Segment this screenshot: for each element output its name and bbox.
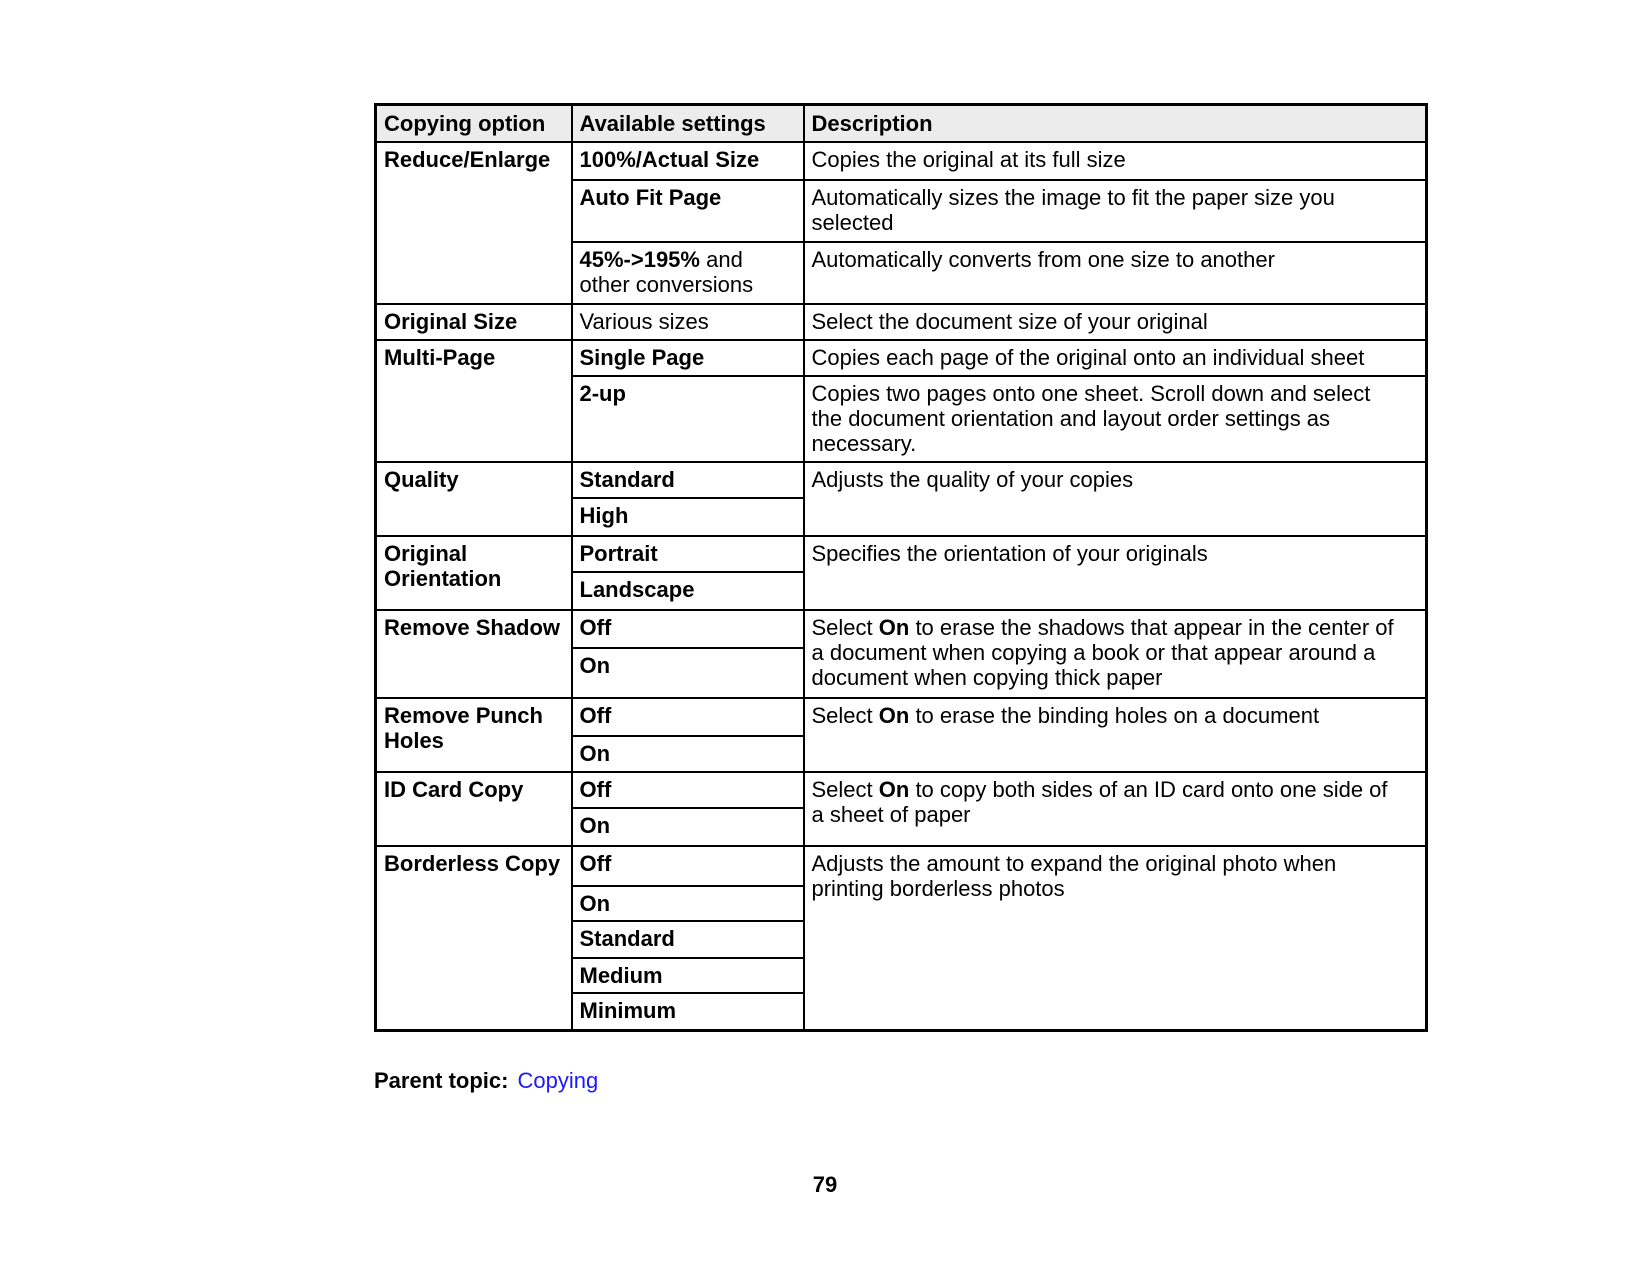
parent-topic [374,1068,598,1094]
description-cell: Automatically converts from one size to another [804,242,1427,304]
table-row [376,462,1427,498]
table-row [376,772,1427,808]
setting-cell: Single Page [572,340,804,376]
setting-cell: High [572,498,804,536]
setting-cell: Standard [572,921,804,958]
setting-cell: On [572,736,804,772]
description-cell: Adjusts the amount to expand the original photo when printing borderless photos [804,846,1427,1031]
description-cell: Select On to copy both sides of an ID card onto one side of a sheet of paper [804,772,1427,846]
copying-options-table [374,103,1428,1032]
table-row [376,304,1427,340]
column-header-copying-option: Copying option [376,105,572,142]
option-cell-remove-shadow: Remove Shadow [376,610,572,698]
description-cell: Adjusts the quality of your copies [804,462,1427,536]
description-cell: Select On to erase the shadows that appear in the center of a document when copying a book or that appear around a document when copying thick paper [804,610,1427,698]
setting-cell: Off [572,610,804,648]
setting-cell: Minimum [572,993,804,1031]
description-cell: Select On to erase the binding holes on a document [804,698,1427,772]
option-cell-borderless-copy: Borderless Copy [376,846,572,1031]
setting-cell: Auto Fit Page [572,180,804,242]
setting-cell: Off [572,846,804,886]
description-cell: Copies the original at its full size [804,142,1427,180]
column-header-description: Description [804,105,1427,142]
table-row [376,142,1427,180]
description-cell: Automatically sizes the image to fit the paper size you selected [804,180,1427,242]
parent-topic-copying-link[interactable]: Copying [517,1068,599,1093]
option-cell-original-size: Original Size [376,304,572,340]
description-cell: Select the document size of your original [804,304,1427,340]
setting-cell: Off [572,698,804,736]
setting-cell: 45%->195% and other conversions [572,242,804,304]
setting-cell: Various sizes [572,304,804,340]
description-cell: Copies two pages onto one sheet. Scroll down and select the document orientation and layout order settings as necessary. [804,376,1427,462]
table-header-row [376,105,1427,142]
option-cell-quality: Quality [376,462,572,536]
setting-cell: On [572,808,804,846]
setting-cell: Off [572,772,804,808]
table-row [376,536,1427,572]
description-cell: Copies each page of the original onto an individual sheet [804,340,1427,376]
column-header-available-settings: Available settings [572,105,804,142]
setting-cell: 100%/Actual Size [572,142,804,180]
setting-cell: Standard [572,462,804,498]
parent-topic-label: Parent topic: [374,1068,509,1093]
description-cell: Specifies the orientation of your originals [804,536,1427,610]
option-cell-original-orientation: Original Orientation [376,536,572,610]
setting-cell: Portrait [572,536,804,572]
setting-cell: 2-up [572,376,804,462]
option-cell-multi-page: Multi-Page [376,340,572,462]
page-number: 79 [812,1172,838,1197]
setting-cell: Landscape [572,572,804,610]
setting-cell: On [572,886,804,921]
table-row [376,340,1427,376]
table-row [376,846,1427,886]
table-row [376,698,1427,736]
setting-cell: Medium [572,958,804,993]
option-cell-remove-punch-holes: Remove Punch Holes [376,698,572,772]
option-cell-id-card-copy: ID Card Copy [376,772,572,846]
option-cell-reduce-enlarge: Reduce/Enlarge [376,142,572,304]
table-row [376,610,1427,648]
setting-cell: On [572,648,804,698]
